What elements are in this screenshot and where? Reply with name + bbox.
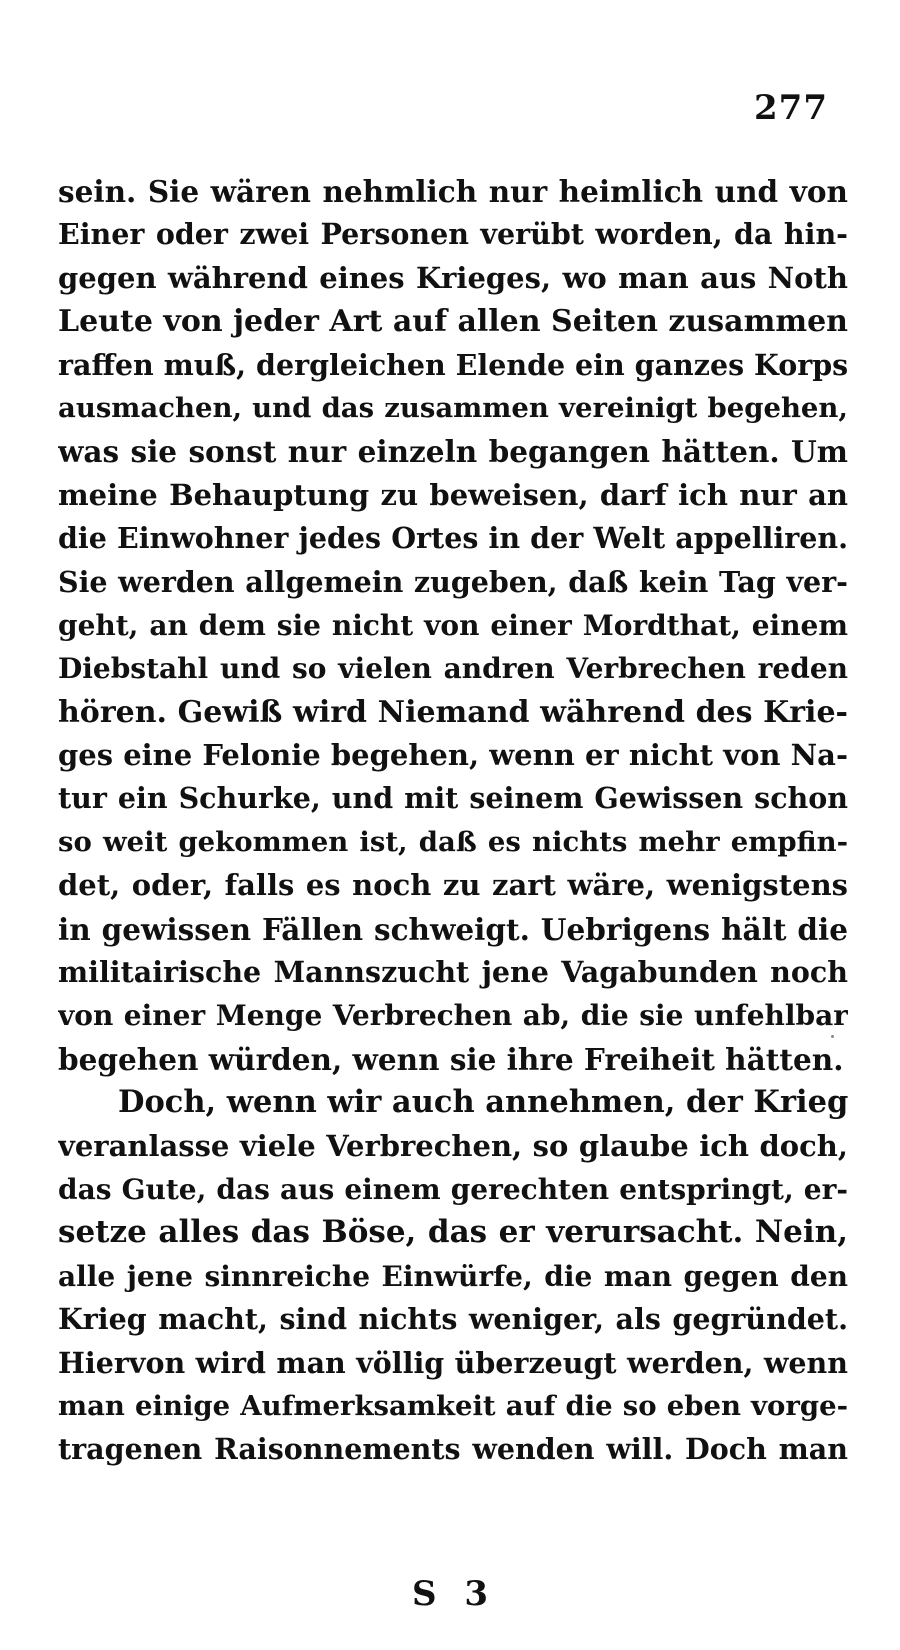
text-line: Hiervon wird man völlig überzeugt werden, wenn (58, 1345, 848, 1380)
text-line: Diebstahl und so vielen andren Verbrechen reden (58, 652, 848, 686)
text-line: meine Behauptung zu beweisen, darf ich nur an (58, 477, 848, 512)
text-line: ausmachen, und das zusammen vereinigt begehen, (58, 391, 848, 424)
text-line: det, oder, falls es noch zu zart wäre, wenigstens (58, 868, 848, 903)
text-line: hören. Gewiß wird Niemand während des Krie- (58, 694, 848, 730)
text-line: alle jene sinnreiche Einwürfe, die man gegen den (58, 1259, 848, 1293)
text-line: tur ein Schurke, und mit seinem Gewissen schon (58, 781, 848, 816)
text-line: was sie sonst nur einzeln begangen hätten. Um (58, 434, 848, 470)
text-line: die Einwohner jedes Ortes in der Welt appelliren. (58, 521, 848, 556)
text-line: raffen muß, dergleichen Elende ein ganzes Korps (58, 347, 848, 382)
text-line: tragenen Raisonnements wenden will. Doch man (58, 1432, 848, 1467)
text-line: veranlasse viele Verbrechen, so glaube ich doch, (58, 1128, 848, 1163)
text-line: sein. Sie wären nehmlich nur heimlich und von (58, 174, 848, 209)
paper-speck (831, 1035, 834, 1038)
text-line: Einer oder zwei Personen verübt worden, da hin- (58, 217, 848, 252)
text-line: so weit gekommen ist, daß es nichts mehr empfin- (58, 825, 848, 858)
text-line: das Gute, das aus einem gerechten entspringt, er- (58, 1172, 848, 1206)
paragraph-start-line: Doch, wenn wir auch annehmen, der Krieg (118, 1084, 848, 1121)
text-line: in gewissen Fällen schweigt. Uebrigens hält die (58, 911, 848, 947)
text-line: ges eine Felonie begehen, wenn er nicht von Na- (58, 738, 848, 773)
text-line: geht, an dem sie nicht von einer Mordthat, einem (58, 608, 848, 642)
text-line: Sie werden allgemein zugeben, daß kein Tag ver- (58, 564, 848, 599)
text-line: setze alles das Böse, das er verursacht. Nein, (58, 1214, 848, 1251)
text-line: Leute von jeder Art auf allen Seiten zusammen (58, 304, 848, 340)
text-line: gegen während eines Krieges, wo man aus Noth (58, 260, 848, 295)
page-number: 277 (754, 88, 828, 128)
text-line: man einige Aufmerksamkeit auf die so eben vorge- (58, 1389, 848, 1422)
text-line: Krieg macht, sind nichts weniger, als gegründet. (58, 1302, 848, 1337)
signature-number: 3 (464, 1574, 489, 1614)
signature-letter: S (411, 1574, 437, 1614)
body-text (58, 170, 848, 1472)
signature-mark (0, 1574, 900, 1614)
text-line: militairische Mannszucht jene Vagabunden noch (58, 955, 848, 990)
paragraph-end-line: begehen würden, wenn sie ihre Freiheit hätten. (58, 1041, 844, 1077)
text-line: von einer Menge Verbrechen ab, die sie unfehlbar (58, 999, 848, 1033)
